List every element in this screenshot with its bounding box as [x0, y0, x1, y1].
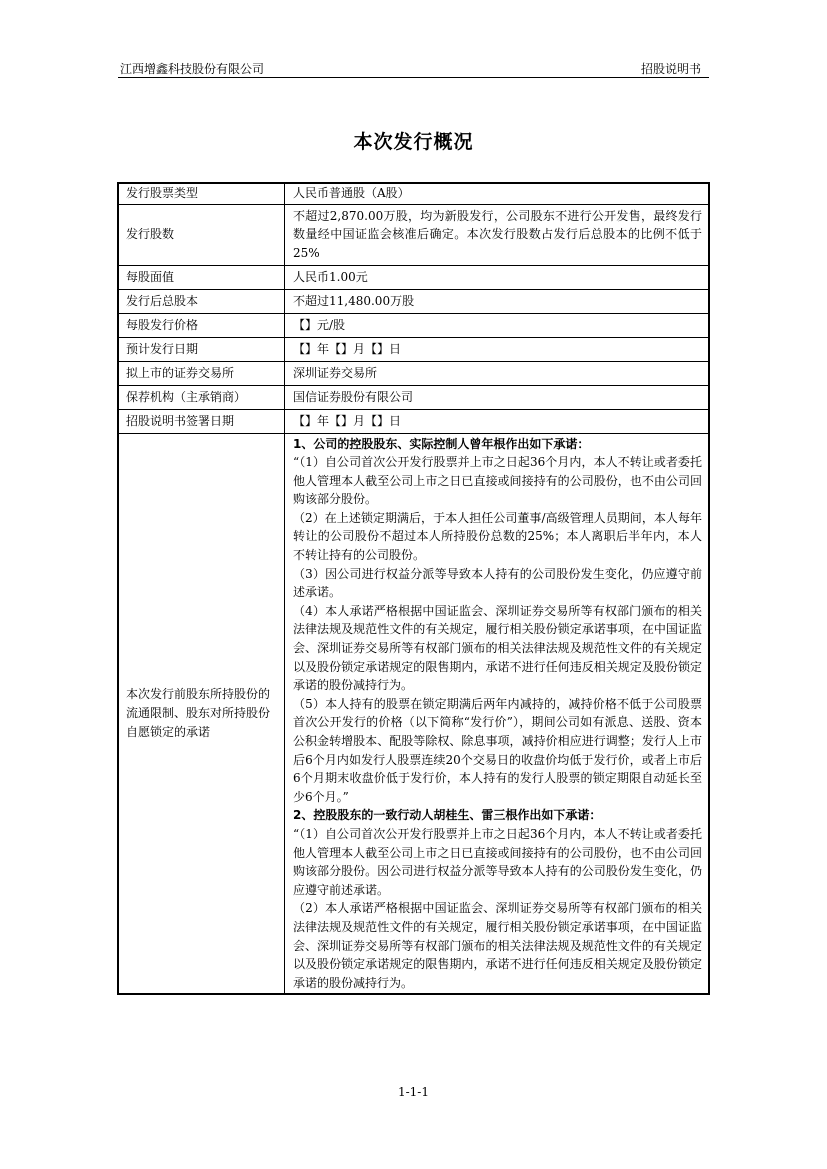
offering-summary-table [117, 182, 710, 995]
page-number: 1-1-1 [397, 1085, 429, 1099]
table-row-lockup [118, 433, 709, 994]
company-name: 江西增鑫科技股份有限公司 [120, 62, 265, 76]
row-value: 不超过2,870.00万股，均为新股发行，公司股东不进行公开发售，最终发行数量经中国证监会核准后确定。本次发行股数占发行后总股本的比例不低于25% [293, 208, 702, 260]
row-value: 【】年【】月【】日 [285, 409, 710, 433]
row-value: 深圳证券交易所 [285, 361, 710, 385]
row-value: 【】年【】月【】日 [285, 337, 710, 361]
commitment-heading: 1、公司的控股股东、实际控制人曾年根作出如下承诺： [293, 436, 590, 451]
commitment-heading: 2、控股股东的一致行动人胡桂生、雷三根作出如下承诺： [293, 808, 602, 823]
row-value: 人民币1.00元 [285, 265, 710, 289]
header-divider [118, 77, 709, 78]
commitment-paragraph: （3）因公司进行权益分派等导致本人持有的公司股份发生变化，仍应遵守前述承诺。 [293, 566, 702, 600]
table-row [118, 337, 709, 361]
lockup-commitments [285, 433, 710, 994]
commitment-paragraph: （2）本人承诺严格根据中国证监会、深圳证券交易所等有权部门颁布的相关法律法规及规范性文件的有关规定，履行相关股份锁定承诺事项，在中国证监会、深圳证券交易所等有权部门颁布的相关法律法规及规范性文件的有关规定以及股份锁定承诺规定的限售期内，承诺不进行任何违反相关规定及股份锁定承诺的股份减持行为。 [293, 901, 702, 990]
commitment-paragraph: （2）在上述锁定期满后，于本人担任公司董事/高级管理人员期间，本人每年转让的公司股份不超过本人所持股份总数的25%；本人离职后半年内，本人不转让持有的公司股份。 [293, 510, 702, 563]
page-title: 本次发行概况 [353, 131, 474, 153]
table-row [118, 313, 709, 337]
row-label: 发行股数 [118, 204, 285, 265]
row-label: 发行后总股本 [118, 289, 285, 313]
row-value: 不超过11,480.00万股 [285, 289, 710, 313]
row-label: 保荐机构（主承销商） [118, 385, 285, 409]
lockup-label: 本次发行前股东所持股份的流通限制、股东对所持股份自愿锁定的承诺 [118, 433, 285, 994]
row-label: 预计发行日期 [118, 337, 285, 361]
table-row [118, 289, 709, 313]
table-row [118, 204, 709, 265]
row-value: 【】元/股 [285, 313, 710, 337]
row-value: 国信证券股份有限公司 [285, 385, 710, 409]
document-type: 招股说明书 [640, 62, 701, 76]
table-row [118, 183, 709, 204]
table-row [118, 265, 709, 289]
row-label: 拟上市的证券交易所 [118, 361, 285, 385]
table-row [118, 385, 709, 409]
table-row [118, 409, 709, 433]
row-label: 招股说明书签署日期 [118, 409, 285, 433]
commitment-paragraph: （5）本人持有的股票在锁定期满后两年内减持的，减持价格不低于公司股票首次公开发行的价格（以下简称“发行价”），期间公司如有派息、送股、资本公积金转增股本、配股等除权、除息事项，减持价相应进行调整；发行人上市后6个月内如发行人股票连续20个交易日的收盘价均低于发行价，或者上市后6个月期末收盘价低于发行价，本人持有的发行人股票的锁定期限自动延长至少6个月。” [293, 696, 702, 804]
page-header [118, 58, 709, 78]
commitment-paragraph: （4）本人承诺严格根据中国证监会、深圳证券交易所等有权部门颁布的相关法律法规及规范性文件的有关规定，履行相关股份锁定承诺事项，在中国证监会、深圳证券交易所等有权部门颁布的相关法律法规及规范性文件的有关规定以及股份锁定承诺规定的限售期内，承诺不进行任何违反相关规定及股份锁定承诺的股份减持行为。 [293, 603, 702, 693]
row-value: 人民币普通股（A股） [285, 183, 710, 204]
row-label: 每股发行价格 [118, 313, 285, 337]
commitment-paragraph: “（1）自公司首次公开发行股票并上市之日起36个月内，本人不转让或者委托他人管理本人截至公司上市之日已直接或间接持有的公司股份，也不由公司回购该部分股份。因公司进行权益分派等导致本人持有的公司股份发生变化，仍应遵守前述承诺。 [293, 826, 702, 897]
row-label: 发行股票类型 [118, 183, 285, 204]
table-row [118, 361, 709, 385]
row-label: 每股面值 [118, 265, 285, 289]
commitment-paragraph: “（1）自公司首次公开发行股票并上市之日起36个月内，本人不转让或者委托他人管理本人截至公司上市之日已直接或间接持有的公司股份，也不由公司回购该部分股份。 [293, 455, 702, 507]
